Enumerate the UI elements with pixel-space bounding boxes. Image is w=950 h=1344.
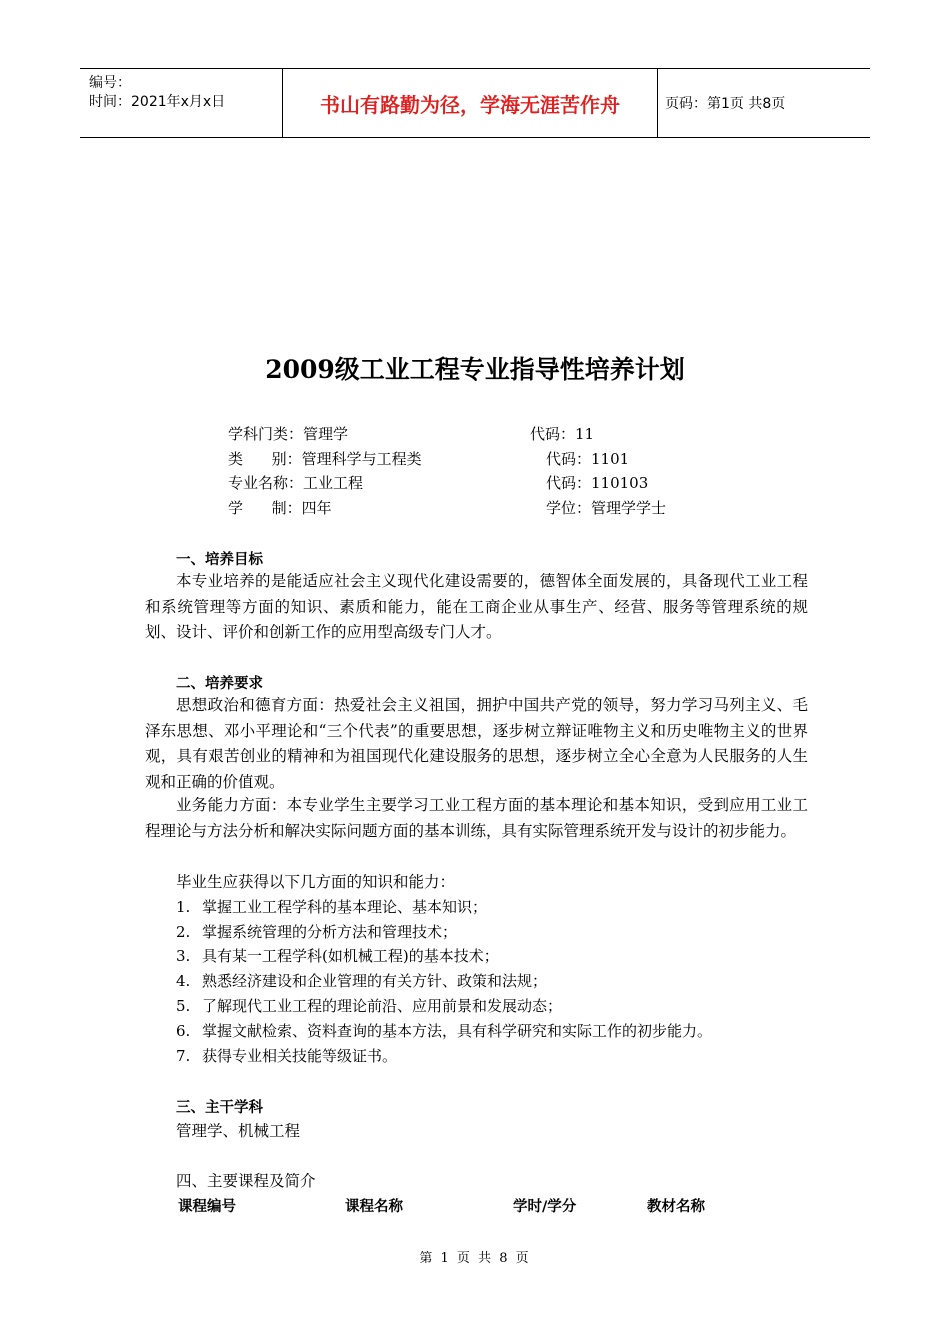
time-label: 时间：2021年x月x日 <box>89 94 226 110</box>
list-item-text: 掌握文献检索、资料查询的基本方法，具有科学研究和实际工作的初步能力。 <box>202 1022 713 1040</box>
list-item-number: 4. <box>176 972 191 990</box>
list-item-text: 掌握系统管理的分析方法和管理技术； <box>202 923 458 941</box>
section3-text: 管理学、机械工程 <box>176 1122 301 1140</box>
list-item-number: 7. <box>176 1047 191 1065</box>
section1-paragraph: 本专业培养的是能适应社会主义现代化建设需要的，德智体全面发展的，具备现代工业工程和系统管理等方面的知识、素质和能力，能在工商企业从事生产、经营、服务等管理系统的规划、设计、评价和创新工作的应用型高级专门人才。 <box>145 572 808 641</box>
page-footer: 第 1 页 共 8 页 <box>419 1251 531 1266</box>
section1-heading: 一、培养目标 <box>176 552 263 568</box>
info-duration: 学 制：四年 <box>228 499 332 517</box>
list-item-text: 具有某一工程学科(如机械工程)的基本技术； <box>202 947 499 965</box>
list-item-number: 1. <box>176 898 191 916</box>
info-discipline-code: 代码：11 <box>530 425 595 443</box>
header-motto: 书山有路勤为径，学海无涯苦作舟 <box>283 69 658 137</box>
header-meta <box>80 69 283 137</box>
section4-heading: 四、主要课程及简介 <box>176 1172 316 1190</box>
header-page-info: 页码：第1页 共8页 <box>665 96 786 112</box>
info-category: 类 别：管理科学与工程类 <box>228 450 422 468</box>
list-item-text: 掌握工业工程学科的基本理论、基本知识； <box>202 898 488 916</box>
info-category-code: 代码：1101 <box>546 450 630 468</box>
list-item-number: 2. <box>176 923 191 941</box>
info-discipline: 学科门类：管理学 <box>228 425 349 443</box>
list-item <box>176 896 487 917</box>
column-header-textbook: 教材名称 <box>647 1199 705 1215</box>
section2-intro: 毕业生应获得以下几方面的知识和能力： <box>176 873 456 891</box>
section2-heading: 二、培养要求 <box>176 676 263 692</box>
list-item-text: 熟悉经济建设和企业管理的有关方针、政策和法规； <box>202 972 548 990</box>
info-major-code: 代码：110103 <box>546 474 649 492</box>
section2-paragraph-moral: 思想政治和德育方面：热爱社会主义祖国，拥护中国共产党的领导，努力学习马列主义、毛泽东思想、邓小平理论和“三个代表”的重要思想，逐步树立辩证唯物主义和历史唯物主义的世界观，具有艰苦创业的精神和为祖国现代化建设服务的思想，逐步树立全心全意为人民服务的人生观和正确的价值观。 <box>145 696 808 791</box>
list-item <box>176 995 562 1016</box>
column-header-name: 课程名称 <box>345 1199 403 1215</box>
list-item-number: 3. <box>176 947 191 965</box>
list-item-number: 5. <box>176 997 191 1015</box>
list-item <box>176 970 547 991</box>
list-item <box>176 1045 397 1066</box>
section3-heading: 三、主干学科 <box>176 1100 263 1116</box>
number-label: 编号： <box>89 75 131 91</box>
list-item-text: 获得专业相关技能等级证书。 <box>202 1047 398 1065</box>
column-header-hours: 学时/学分 <box>513 1199 577 1215</box>
column-header-code: 课程编号 <box>178 1199 236 1215</box>
list-item-text: 了解现代工业工程的理论前沿、应用前景和发展动态； <box>202 997 563 1015</box>
page-header <box>80 68 870 138</box>
document-title: 2009级工业工程专业指导性培养计划 <box>265 355 685 384</box>
list-item <box>176 945 499 966</box>
section2-paragraph-ability: 业务能力方面：本专业学生主要学习工业工程方面的基本理论和基本知识，受到应用工业工程理论与方法分析和解决实际问题方面的基本训练，具有实际管理系统开发与设计的初步能力。 <box>145 796 808 840</box>
list-item <box>176 1020 712 1041</box>
list-item-number: 6. <box>176 1022 191 1040</box>
list-item <box>176 921 457 942</box>
info-major: 专业名称：工业工程 <box>228 474 364 492</box>
info-degree: 学位：管理学学士 <box>546 499 667 517</box>
